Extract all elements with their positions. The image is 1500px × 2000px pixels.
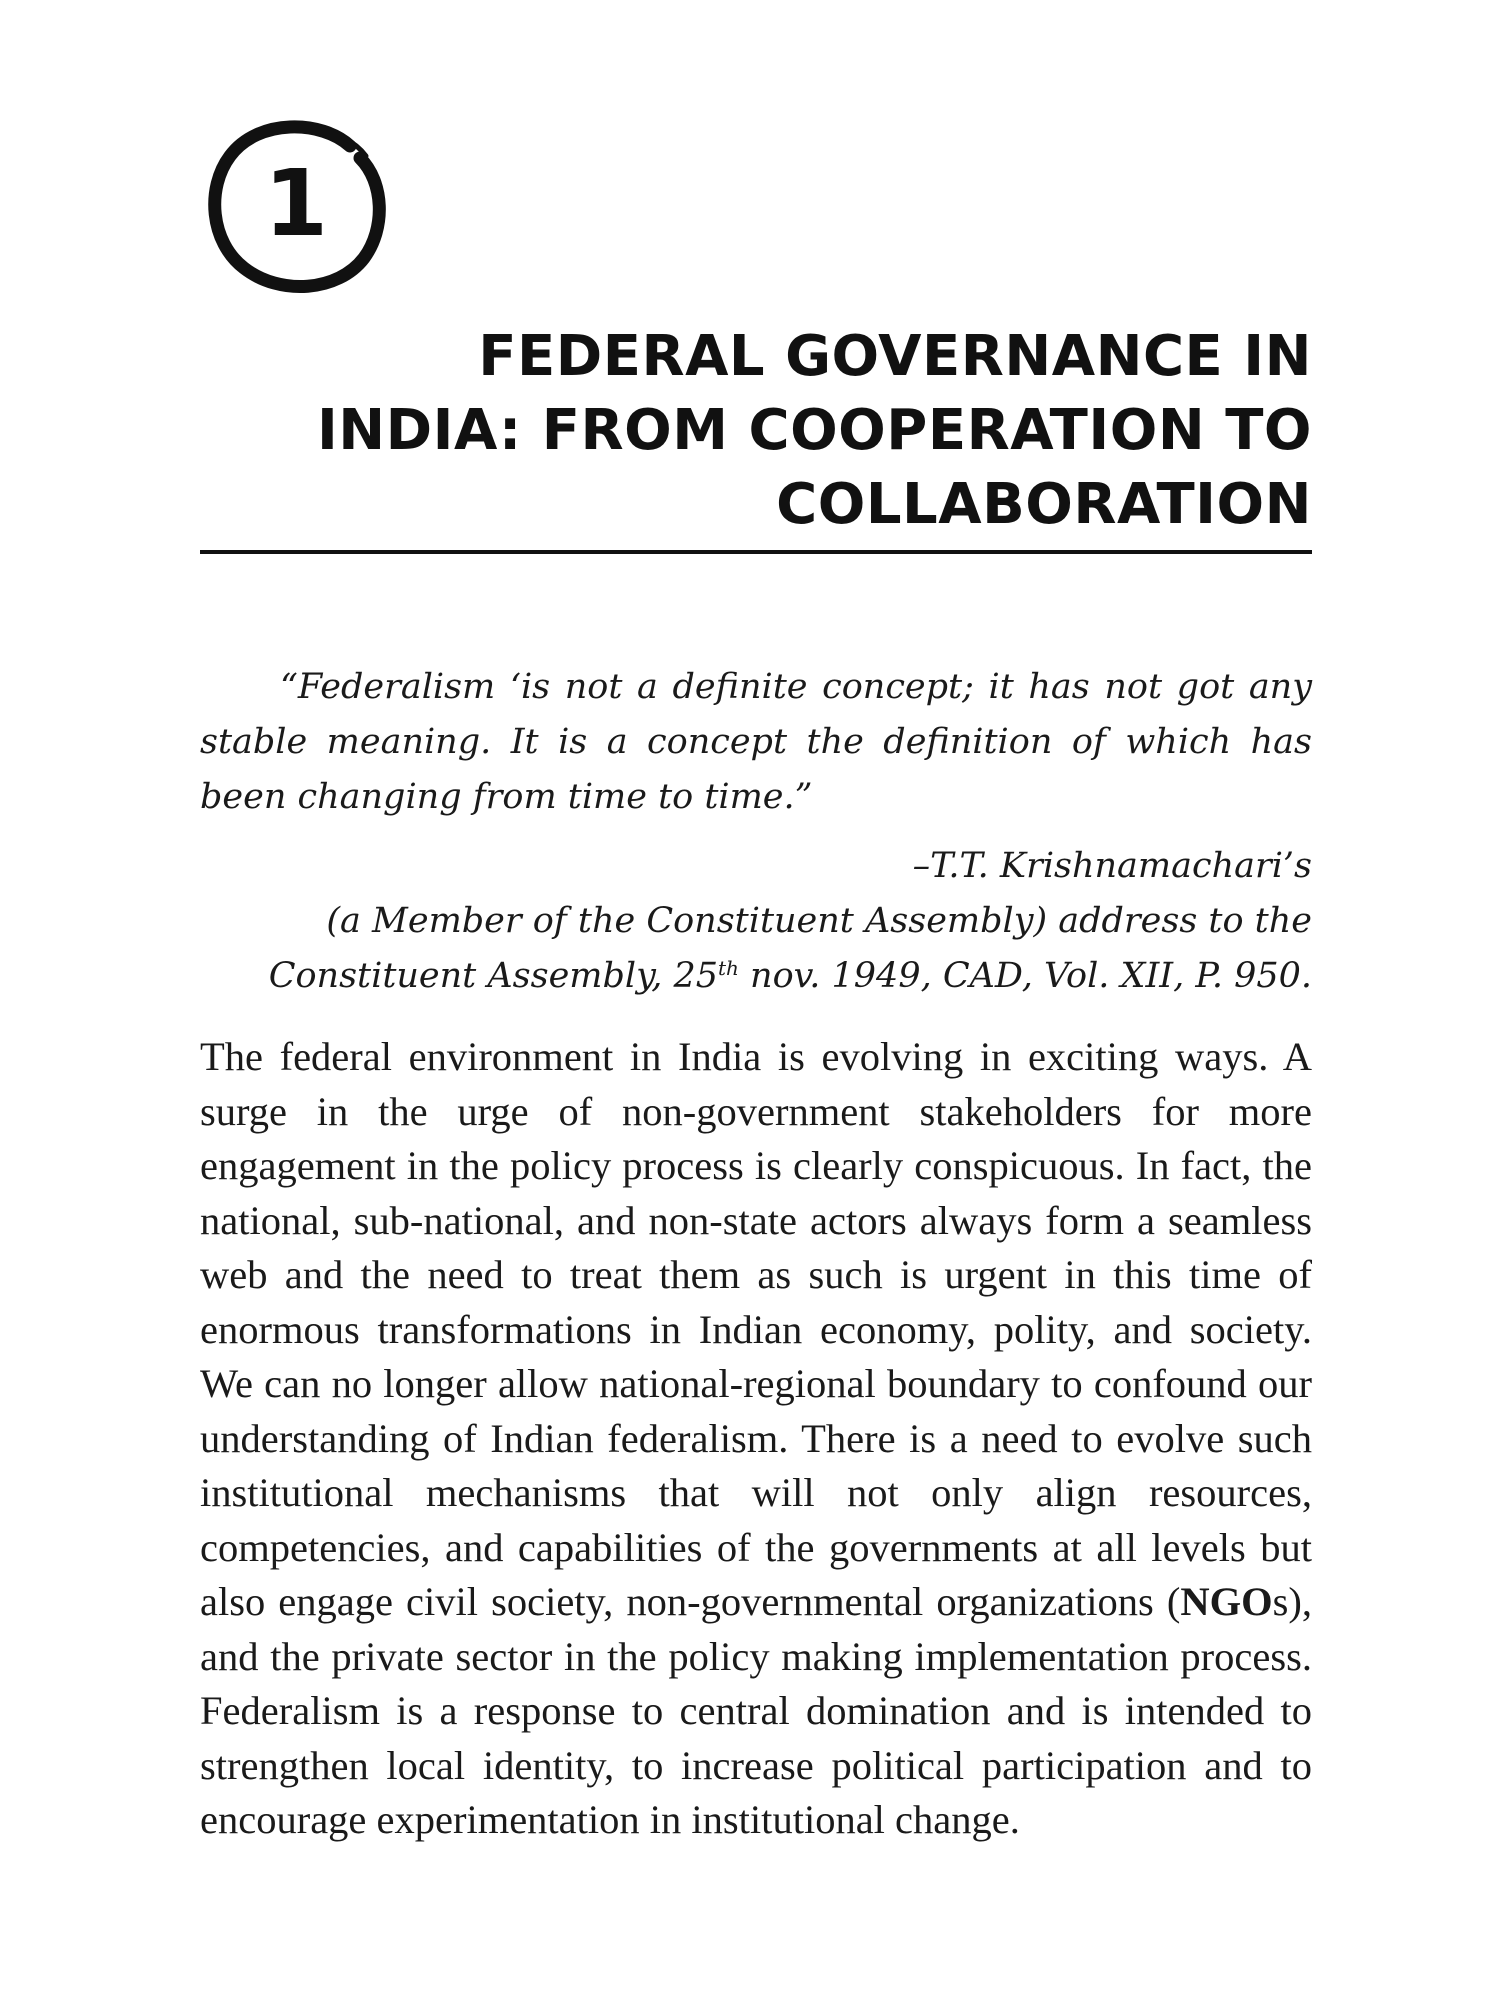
title-divider	[200, 550, 1312, 554]
attribution-role: (a Member of the Constituent Assembly) address to the	[326, 901, 1312, 941]
ngo-bold-term: NGO	[1180, 1579, 1273, 1624]
chapter-number-badge	[200, 108, 392, 300]
attribution-source	[200, 949, 1312, 1004]
body-text-part-1: The federal environment in India is evolving in exciting ways. A surge in the urge of non-government stakeholders for more engagement in the policy process is clearly conspicuous. In fact, the national, sub-national, and non-state actors always form a seamless web and the need to treat them as such is urgent in this time of enormous transformations in Indian economy, polity, and society. We can no longer allow national-regional boundary to confound our understanding of Indian federalism. There is a need to evolve such institutional mechanisms that will not only align resources, competencies, and capabilities of the governments at all levels but also engage civil society, non-governmental organizations (	[200, 1034, 1312, 1624]
attribution-source-suffix: nov. 1949, CAD, Vol. XII, P. 950.	[738, 956, 1312, 996]
chapter-number: 1	[263, 150, 328, 257]
epigraph-quote: “Federalism ‘is not a definite concept; it has not got any stable meaning. It is a concept the definition of which has been changing from time to time.”	[200, 667, 1312, 817]
attribution-source-prefix: Constituent Assembly, 25	[268, 956, 718, 996]
chapter-title: FEDERAL GOVERNANCE IN INDIA: FROM COOPERATION TO COLLABORATION	[316, 324, 1312, 537]
body-paragraph	[200, 1030, 1312, 1848]
attribution-name: –T.T. Krishnamachari’s	[912, 846, 1312, 886]
epigraph	[200, 660, 1312, 1004]
epigraph-attribution	[200, 839, 1312, 1004]
attribution-source-sup: th	[717, 956, 739, 980]
body-text-part-2: s), and the private sector in the policy making implementation process. Federalism is a response to central domination and is intended to strengthen local identity, to increase political participation and to encourage experimentation in institutional change.	[200, 1579, 1312, 1842]
book-page	[200, 0, 1312, 2000]
